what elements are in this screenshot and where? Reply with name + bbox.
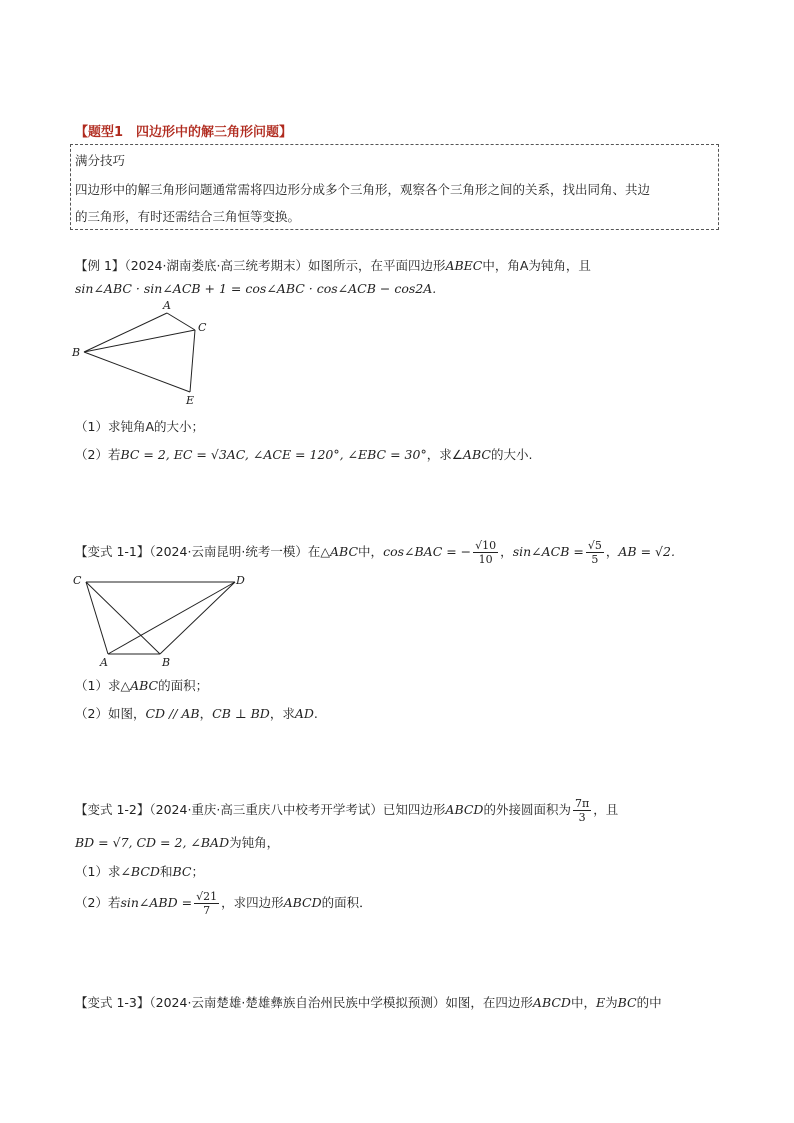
variant-1-1-source: （2024·云南昆明·统考一模） [149,544,308,559]
q2-prefix: （2）若 [75,447,121,462]
variant-1-1-q1 [75,676,208,694]
v11-q2-mid: ，求 [269,706,295,721]
variant-1-2-tag: 【变式 1-2】 [75,802,150,817]
label-e: E [186,394,195,407]
v12-q1-prefix: （1）求 [75,864,121,879]
example-1-source: （2024·湖南娄底·高三统考期末） [124,258,308,273]
variant-1-3-source: （2024·云南楚雄·楚雄彝族自治州民族中学模拟预测） [149,995,446,1010]
variant-1-1-text: 在 [307,544,321,559]
edge-be [84,352,190,392]
v11-q2-m1: CD // AB [145,706,200,721]
q2-angle: ABC [462,447,491,462]
v12-q1-end: ； [191,864,204,879]
variant-1-2-q1 [75,862,204,880]
variant-1-3-text-2: 中， [570,995,596,1010]
sin-lhs: sin∠ACB = [512,544,584,559]
v11-q2-sep: ， [199,706,213,721]
edge-ce [190,330,195,392]
v12-q1-m2: BC [172,864,192,879]
variant-1-2-text-3: ，且 [593,802,619,817]
example-1-tag: 【例 1】 [75,258,125,273]
v12-q2-prefix: （2）若 [75,895,121,910]
variant-1-1-text-2: 中， [358,544,384,559]
figure-1 [70,300,230,410]
v11-q2-prefix: （2）如图， [75,706,146,721]
variant-1-2-quad: ABCD [445,802,484,817]
example-1-text: 如图所示，在平面四边形 [307,258,446,273]
figure-2 [70,570,260,670]
sin-den: 5 [591,553,599,566]
variant-1-2-text-2: 的外接圆面积为 [483,802,571,817]
variant-1-3-bc: BC [617,995,637,1010]
label-c: C [198,321,207,334]
label-b: B [162,656,171,669]
example-1-q1: （1）求钝角A的大小； [75,419,205,434]
v12-q1-m1: ∠BCD [120,864,160,879]
q2-end: 的大小. [490,447,533,462]
label-a: A [163,300,171,312]
variant-1-3-text: 如图，在四边形 [445,995,533,1010]
v11-q2-end: . [313,706,318,721]
cos-fraction [473,539,498,566]
example-1-quad: ABEC [445,258,483,273]
variant-1-3-text-3: 为 [605,995,618,1010]
variant-1-1-stem [75,539,675,566]
variant-1-2-line-2 [75,833,279,851]
q2-math: BC = 2, EC = √3AC, ∠ACE = 120°, ∠EBC = 30° [120,447,427,462]
v12-q1-and: 和 [159,864,173,879]
variant-1-2-stem [75,797,618,824]
tips-heading: 满分技巧 [75,153,126,168]
cos-den: 10 [478,553,493,566]
v12-q2-quad: ABCD [283,895,322,910]
variant-1-2-q2 [75,890,372,917]
v12-line2-math: BD = √7, CD = 2, ∠BAD [75,835,230,850]
label-b: B [72,346,81,359]
sin-fraction [586,539,604,566]
v11-q1-suffix: 的面积； [158,678,209,693]
area-fraction [573,797,591,824]
v12-q2-num: √21 [196,890,218,903]
variant-1-3-text-4: 的中 [636,995,662,1010]
tips-line-1: 四边形中的解三角形问题通常需将四边形分成多个三角形，观察各个三角形之间的关系，找出同角、共边 [75,182,651,197]
sin-num: √5 [587,539,602,552]
cos-lhs: cos∠BAC = − [383,544,472,559]
ab-value: AB = √2. [618,544,675,559]
sep-1: ， [500,544,513,559]
variant-1-3-e: E [595,995,606,1010]
q2-suffix: ，求∠ [426,447,463,462]
v11-q1-tri: △ABC [120,678,159,693]
variant-1-3-tag: 【变式 1-3】 [75,995,150,1010]
edge-ba [84,313,167,352]
v12-q2-den: 7 [203,904,211,917]
example-1-stem [75,256,591,274]
tips-line-2: 的三角形，有时还需结合三角恒等变换。 [75,209,301,224]
variant-1-1-tri: △ABC [320,544,359,559]
example-1-condition: sin∠ABC · sin∠ACB + 1 = cos∠ABC · cos∠ACB − cos2A. [75,281,437,296]
area-num: 7π [574,797,590,810]
variant-1-2-text: 已知四边形 [382,802,446,817]
variant-1-2-source: （2024·重庆·高三重庆八中校考开学考试） [149,802,383,817]
label-d: D [236,574,245,587]
example-1-text-2: 中，角A为钝角，且 [482,258,591,273]
sin-abd-fraction [194,890,219,917]
v12-q2-end: 的面积． [321,895,372,910]
variant-1-1-tag: 【变式 1-1】 [75,544,150,559]
variant-1-3-stem [75,993,662,1011]
section-title: 【题型1 四边形中的解三角形问题】 [75,125,293,140]
v12-q2-lhs: sin∠ABD = [120,895,193,910]
label-a: A [100,656,108,669]
v11-q2-m3: AD [294,706,314,721]
edge-ac [167,313,195,330]
v12-line2-end: 为钝角， [229,835,280,850]
edge-bc [84,330,195,352]
v11-q2-m2: CB ⊥ BD [212,706,270,721]
label-c: C [73,574,82,587]
v12-q2-mid: ，求四边形 [221,895,284,910]
sep-2: ， [605,544,619,559]
variant-1-3-quad: ABCD [532,995,571,1010]
example-1-q2 [75,445,532,463]
cos-num: √10 [475,539,497,552]
area-den: 3 [578,811,586,824]
variant-1-1-q2 [75,704,318,722]
v11-q1-prefix: （1）求 [75,678,121,693]
